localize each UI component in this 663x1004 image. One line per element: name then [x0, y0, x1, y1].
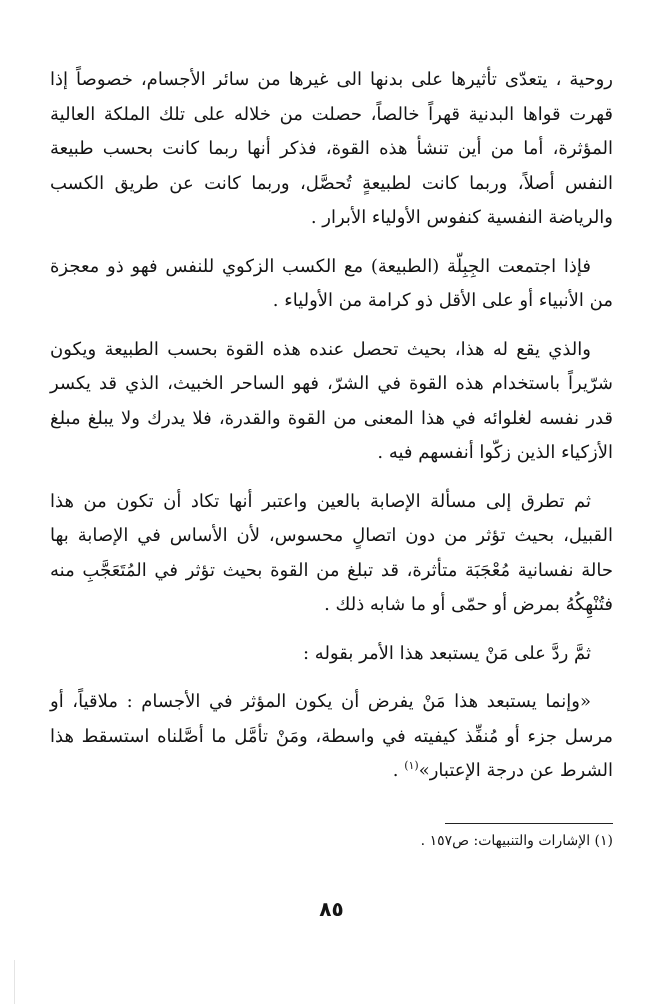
quote-tail: .	[392, 760, 405, 781]
paragraph-6-quote	[50, 685, 613, 789]
footnote-divider	[445, 823, 613, 824]
paragraph-2: فإذا اجتمعت الجِبِلّة (الطبيعة) مع الكسب الزكوي للنفس فهو ذو معجزة من الأنبياء أو على الأقل ذو كرامة من الأولياء .	[50, 255, 613, 311]
quote-text: «وإنما يستبعد هذا مَنْ يفرض أن يكون المؤثر في الأجسام : ملاقياً، أو مرسل جزء أو مُنفِّذ كيفيته في واسطة، ومَنْ تأمَّل ما أصَّلناه استسقط هذا الشرط عن درجة الإعتبار»	[50, 691, 613, 781]
scan-edge-mark	[14, 960, 15, 1004]
footnote-reference[interactable]: (١)	[404, 759, 419, 772]
page-number: ٨٥	[319, 897, 344, 921]
paragraph-5: ثمَّ ردَّ على مَنْ يستبعد هذا الأمر بقوله :	[303, 642, 591, 664]
paragraph-4: ثم تطرق إلى مسألة الإصابة بالعين واعتبر أنها تكاد أن تكون من هذا القبيل، بحيث تؤثر من دون اتصالٍ محسوس، لأن الأساس في الإصابة بها حالة نفسانية مُعْجَبَة متأثرة، قد تبلغ من القوة بحيث تؤثر في المُتَعَجَّبِ منه فتُنْهِكُهُ بمرض أو حمّى أو ما شابه ذلك .	[50, 490, 613, 615]
paragraph-1: روحية ، يتعدّى تأثيرها على بدنها الى غيرها من سائر الأجسام، خصوصاً إذا قهرت قواها البدنية قهراً خالصاً، حصلت من خلاله على تلك الملكة العالية المؤثرة، أما من أين تنشأ هذه القوة، فذكر أنها ربما كانت بحسب طبيعة النفس أصلاً، وربما كانت لطبيعةٍ تُحصَّل، وربما كانت عن طريق الكسب والرياضة النفسية كنفوس الأولياء الأبرار .	[50, 69, 613, 228]
paragraph-3: والذي يقع له هذا، بحيث تحصل عنده هذه القوة بحسب الطبيعة ويكون شرّيراً باستخدام هذه القوة في الشرّ، فهو الساحر الخبيث، الذي قد يكسر قدر نفسه لغلوائه في هذا المعنى من القوة والقدرة، فلا يدرك ولا يبلغ مبلغ الأزكياء الذين زكّوا أنفسهم فيه .	[50, 338, 613, 463]
footnote: (١) الإشارات والتنبيهات: ص١٥٧ .	[420, 833, 613, 849]
main-text	[50, 63, 613, 803]
